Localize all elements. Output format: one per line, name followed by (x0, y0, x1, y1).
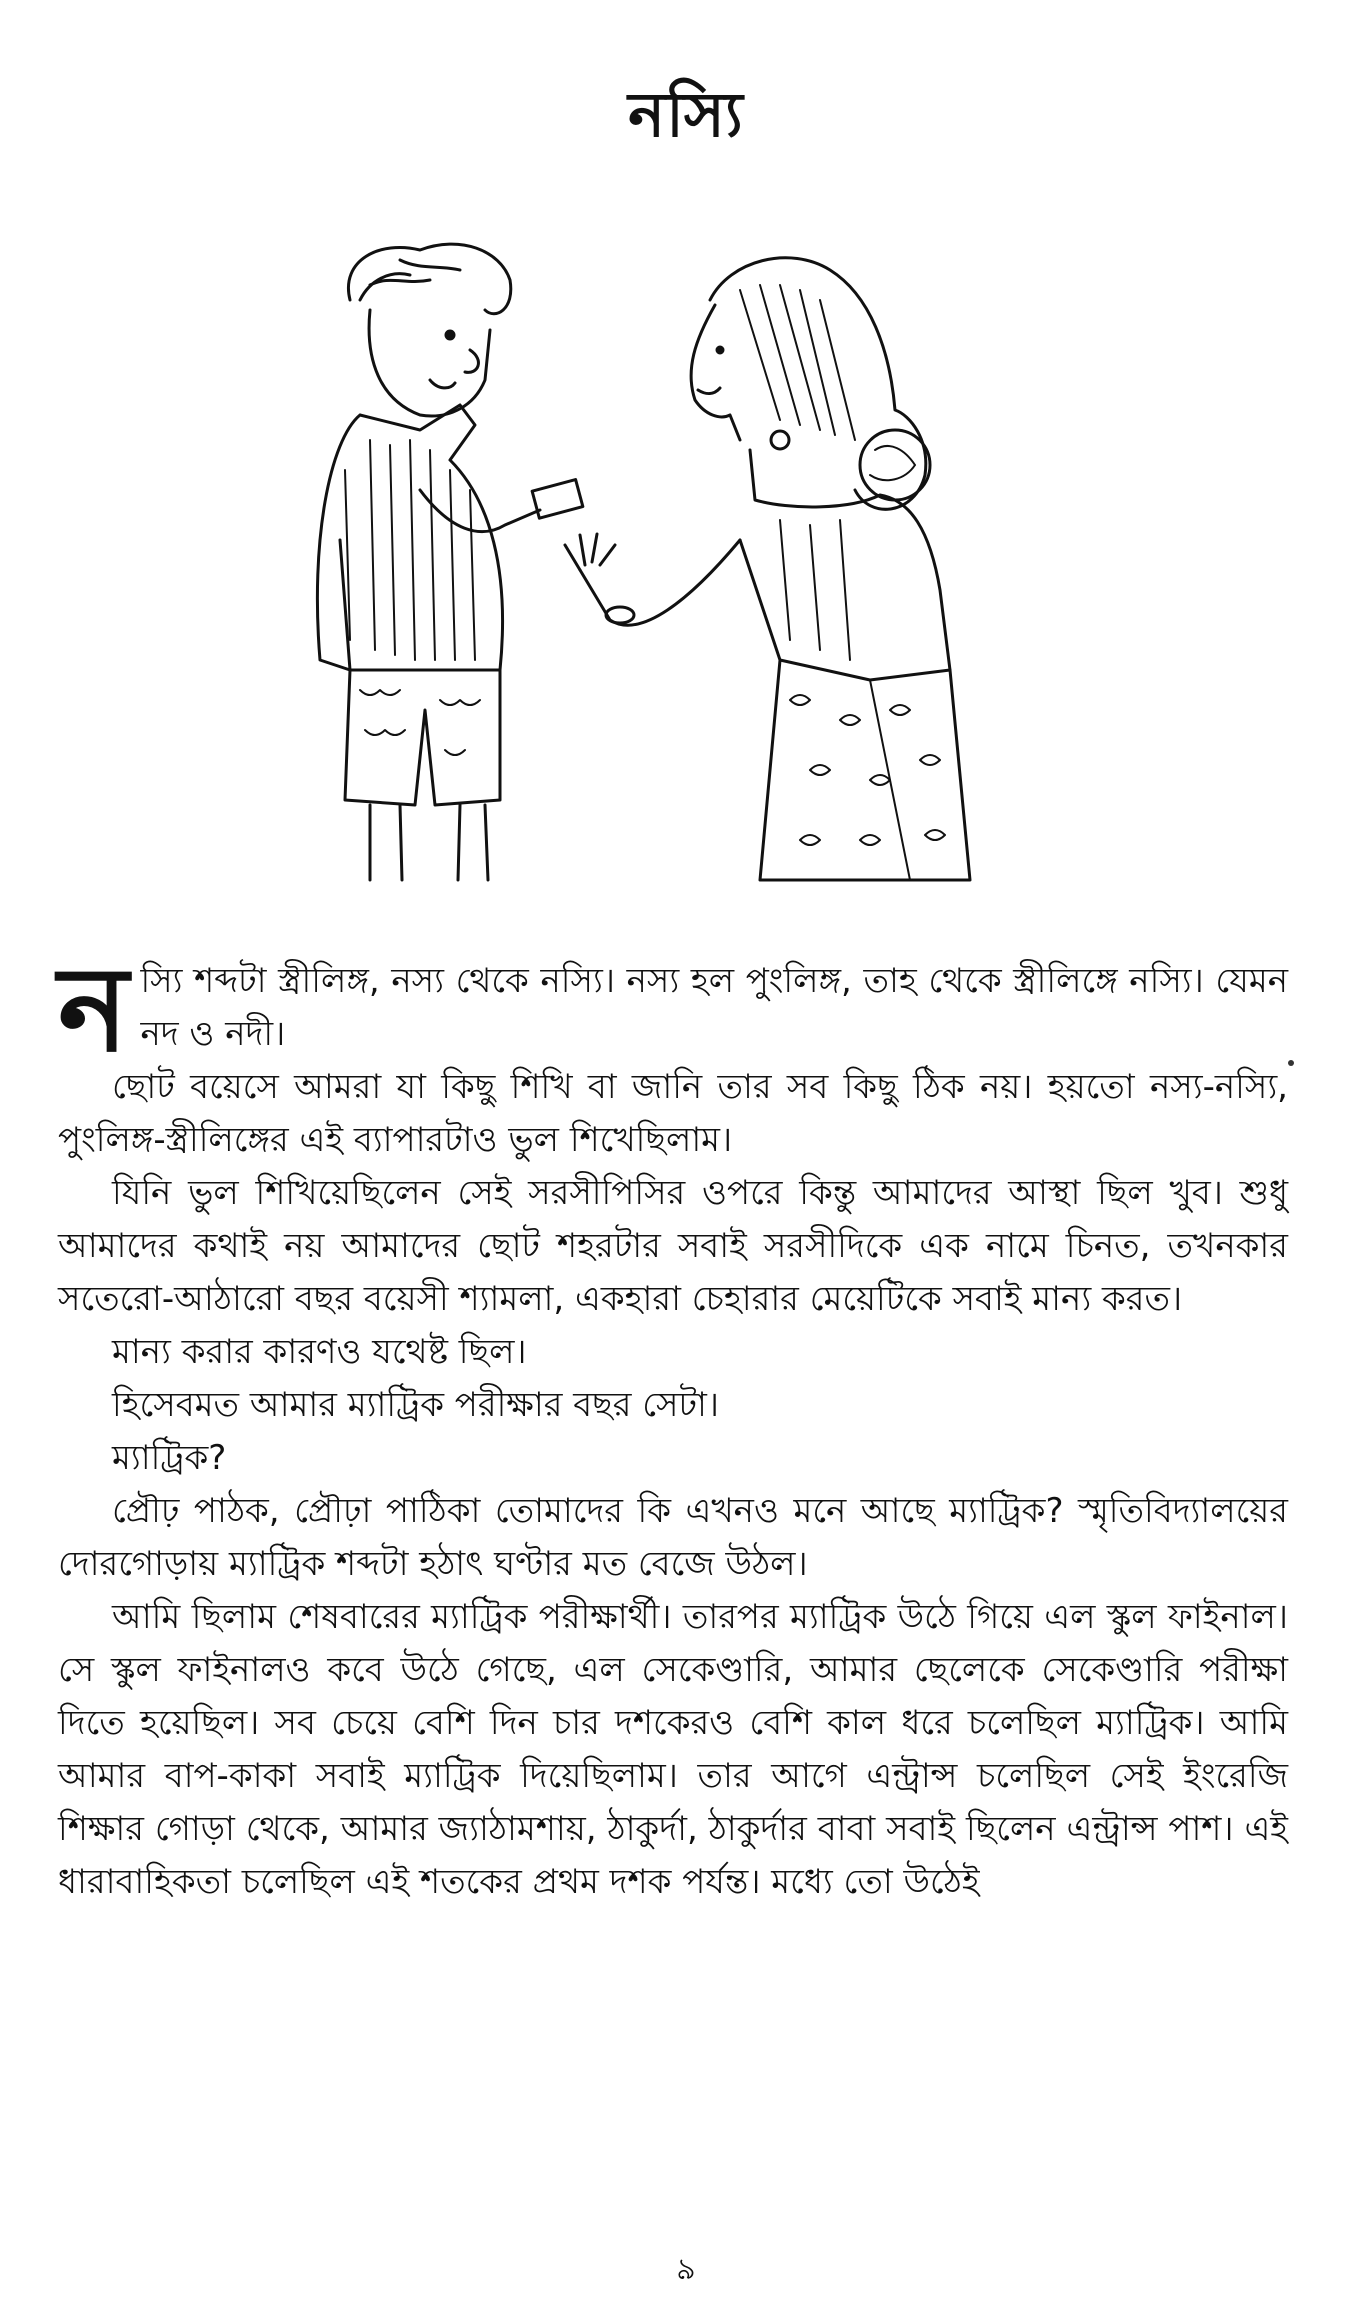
paragraph-4: মান্য করার কারণও যথেষ্ট ছিল। (112, 1332, 527, 1372)
woman-blouse (740, 450, 950, 680)
illustration-two-figures (310, 240, 1030, 890)
paragraph-3: যিনি ভুল শিখিয়েছিলেন সেই সরসীপিসির ওপরে কিন্তু আমাদের আস্থা ছিল খুব। শুধু আমাদের কথাই নয় আমাদের ছোট শহরটার সবাই সরসীদিকে এক নামে চিনত, তখনকার সতেরো-আঠারো বছর বয়েসী শ্যামলা, একহারা চেহারার মেয়েটিকে সবাই মান্য করত। (58, 1173, 1288, 1319)
body-text (58, 940, 1288, 1909)
man-arm (420, 490, 540, 532)
paragraph-text: স্যি শব্দটা স্ত্রীলিঙ্গ, নস্য থেকে নস্যি। নস্য হল পুংলিঙ্গ, তাহ থেকে স্ত্রীলিঙ্গে নস্যি। যেমন নদ ও নদী। (140, 961, 1288, 1054)
paragraph-6: ম্যাট্রিক? (112, 1438, 227, 1478)
woman-sari (760, 660, 970, 880)
paragraph-5: হিসেবমত আমার ম্যাট্রিক পরীক্ষার বছর সেটা। (112, 1385, 720, 1425)
drop-cap: ন (58, 940, 129, 1078)
paragraph-7: প্রৌঢ় পাঠক, প্রৌঢ়া পাঠিকা তোমাদের কি এখনও মনে আছে ম্যাট্রিক? স্মৃতিবিদ্যালয়ের দোরগোড়ায় ম্যাট্রিক শব্দটা হঠাৎ ঘণ্টার মত বেজে উঠল। (58, 1491, 1288, 1584)
man-face (369, 310, 490, 416)
woman-arm (580, 540, 740, 625)
chapter-title: নস্যি (628, 78, 744, 151)
page-number: ৯ (676, 2252, 696, 2287)
woman-face (691, 305, 740, 440)
paragraph-2: ছোট বয়েসে আমরা যা কিছু শিখি বা জানি তার সব কিছু ঠিক নয়। হয়তো নস্য-নস্যি, পুংলিঙ্গ-স্ত্রীলিঙ্গের এই ব্যাপারটাও ভুল শিখেছিলাম। (58, 1067, 1288, 1160)
paragraph-8: আমি ছিলাম শেষবারের ম্যাট্রিক পরীক্ষার্থী। তারপর ম্যাট্রিক উঠে গিয়ে এল স্কুল ফাইনাল। সে স্কুল ফাইনালও কবে উঠে গেছে, এল সেকেণ্ডারি, আমার ছেলেকে সেকেণ্ডারি পরীক্ষা দিতে হয়েছিল। সব চেয়ে বেশি দিন চার দশকেরও বেশি কাল ধরে চলেছিল ম্যাট্রিক। আমি আমার বাপ-কাকা সবাই ম্যাট্রিক দিয়েছিলাম। তার আগে এন্ট্রান্স চলেছিল সেই ইংরেজি শিক্ষার গোড়া থেকে, আমার জ্যাঠামশায়, ঠাকুর্দা, ঠাকুর্দার বাবা সবাই ছিলেন এন্ট্রান্স পাশ। এই ধারাবাহিকতা চলেছিল এই শতকের প্রথম দশক পর্যন্ত। মধ্যে তো উঠেই (58, 1597, 1288, 1902)
man-shorts (345, 670, 500, 805)
speck (1288, 1060, 1294, 1066)
paragraph-1 (58, 940, 1288, 1078)
